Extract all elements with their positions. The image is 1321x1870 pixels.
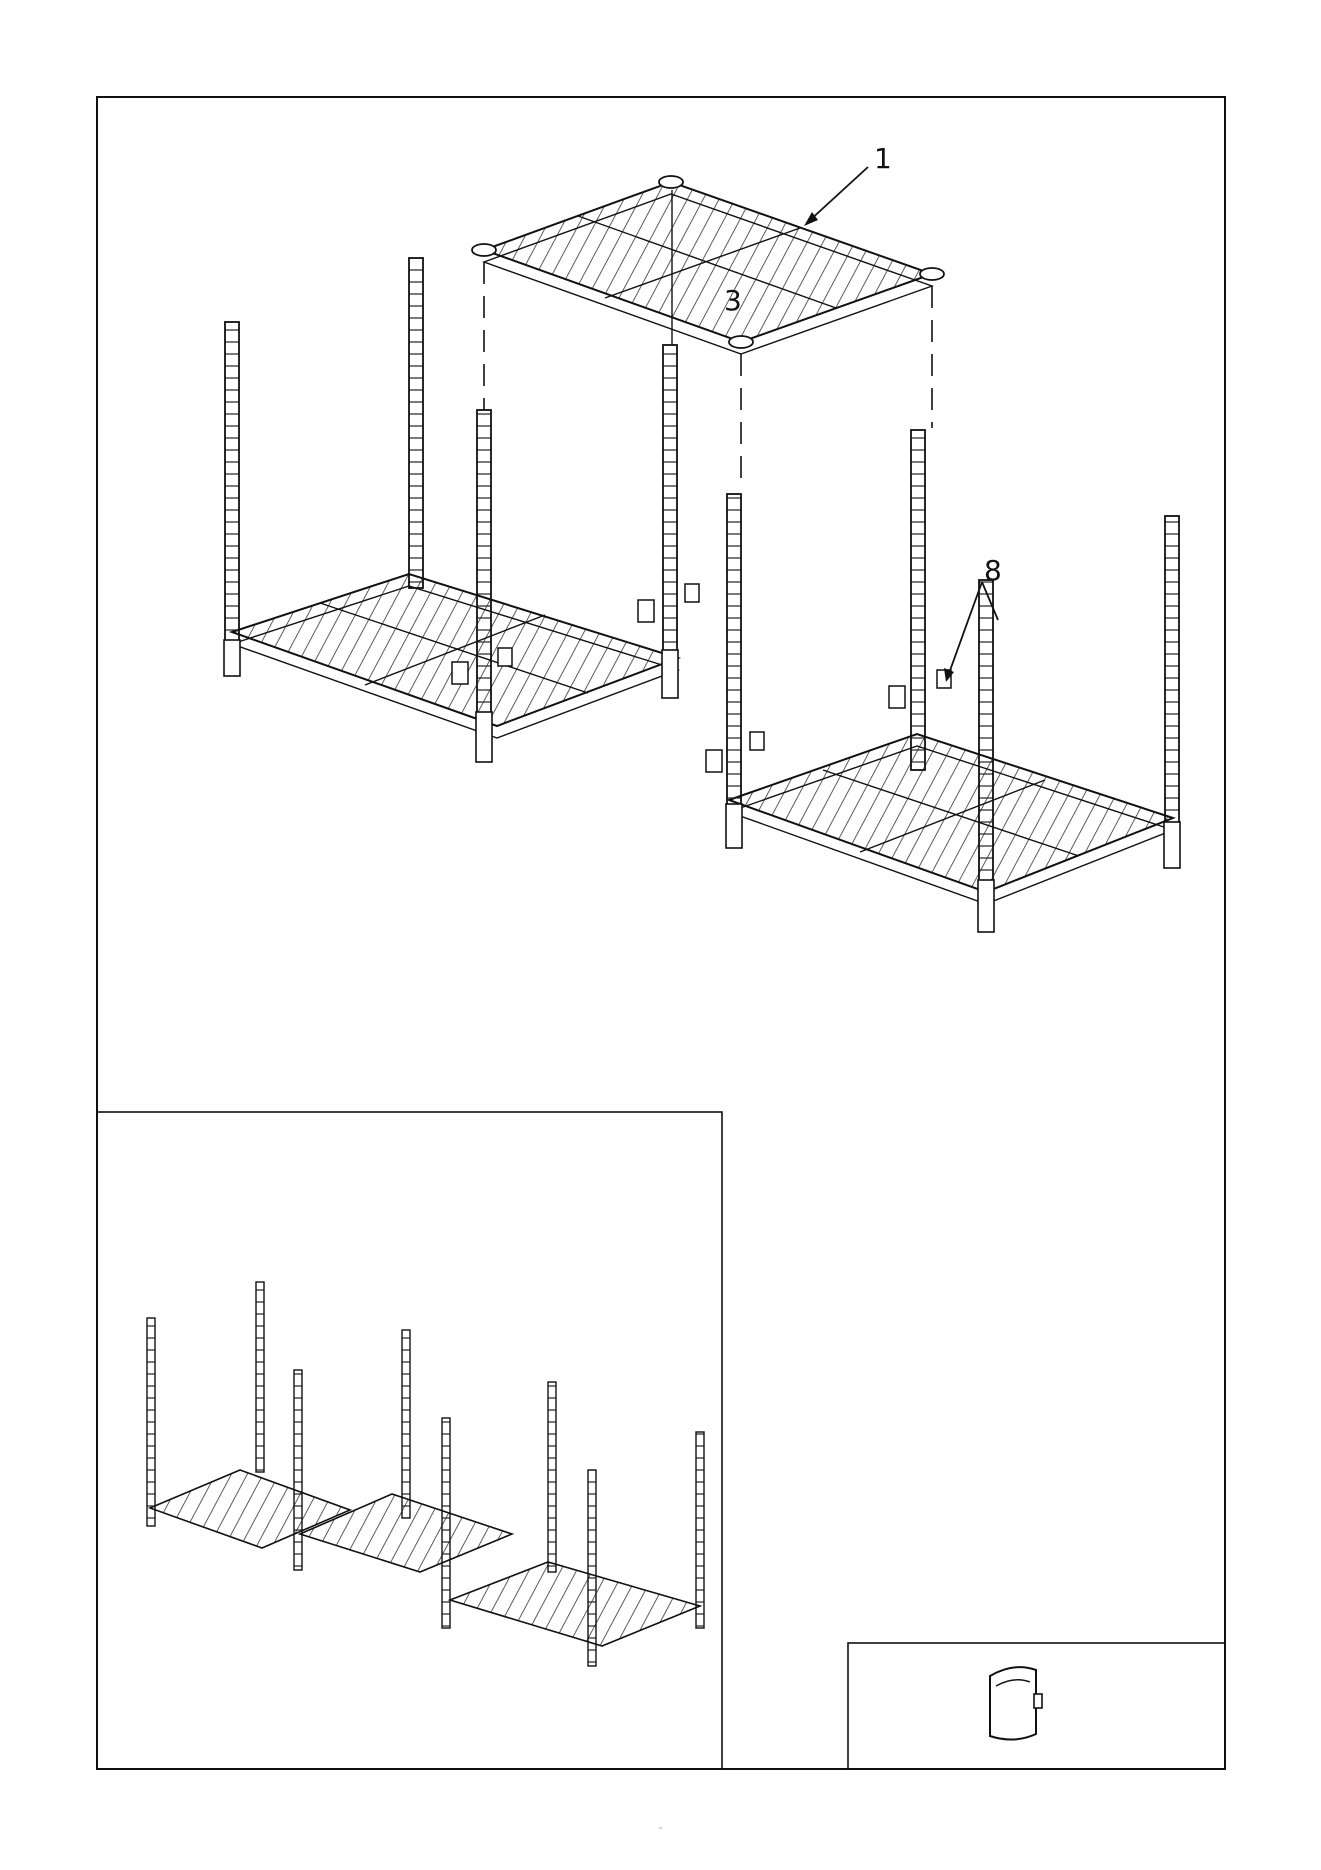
pole (663, 345, 677, 697)
pole (294, 1370, 302, 1570)
pole (727, 494, 741, 844)
callout-label: 3 (724, 284, 742, 317)
callout-3 (724, 284, 742, 317)
leveling-foot (662, 650, 678, 698)
pole (147, 1318, 155, 1526)
plastic-clip (452, 662, 468, 684)
pole (548, 1382, 556, 1572)
pole (256, 1282, 264, 1472)
pole (1165, 516, 1179, 866)
leveling-foot (978, 880, 994, 932)
plastic-clip (685, 584, 699, 602)
right-shelf-unit (706, 430, 1180, 932)
pole (477, 410, 491, 760)
leveling-foot (1164, 822, 1180, 868)
pole (979, 580, 993, 930)
pole (588, 1470, 596, 1666)
callout-label: 8 (984, 554, 1002, 587)
leveling-foot (224, 640, 240, 676)
leveling-foot (476, 712, 492, 762)
pole (225, 322, 239, 674)
top-shelf (472, 176, 944, 354)
plastic-clip (750, 732, 764, 750)
callout-1 (804, 142, 892, 226)
pole (696, 1432, 704, 1628)
leveling-foot (726, 804, 742, 848)
plastic-clip (638, 600, 654, 622)
page-number: - (658, 1820, 664, 1836)
plastic-clip (889, 686, 905, 708)
callout-label: 1 (874, 142, 892, 175)
plastic-clip-detail (990, 1667, 1042, 1739)
pole (911, 430, 925, 770)
pole (402, 1330, 410, 1518)
assembled-preview (147, 1282, 704, 1666)
plastic-clip (498, 648, 512, 666)
left-shelf-unit (224, 258, 699, 762)
pole (442, 1418, 450, 1628)
plastic-clip (706, 750, 722, 772)
pole (409, 258, 423, 588)
